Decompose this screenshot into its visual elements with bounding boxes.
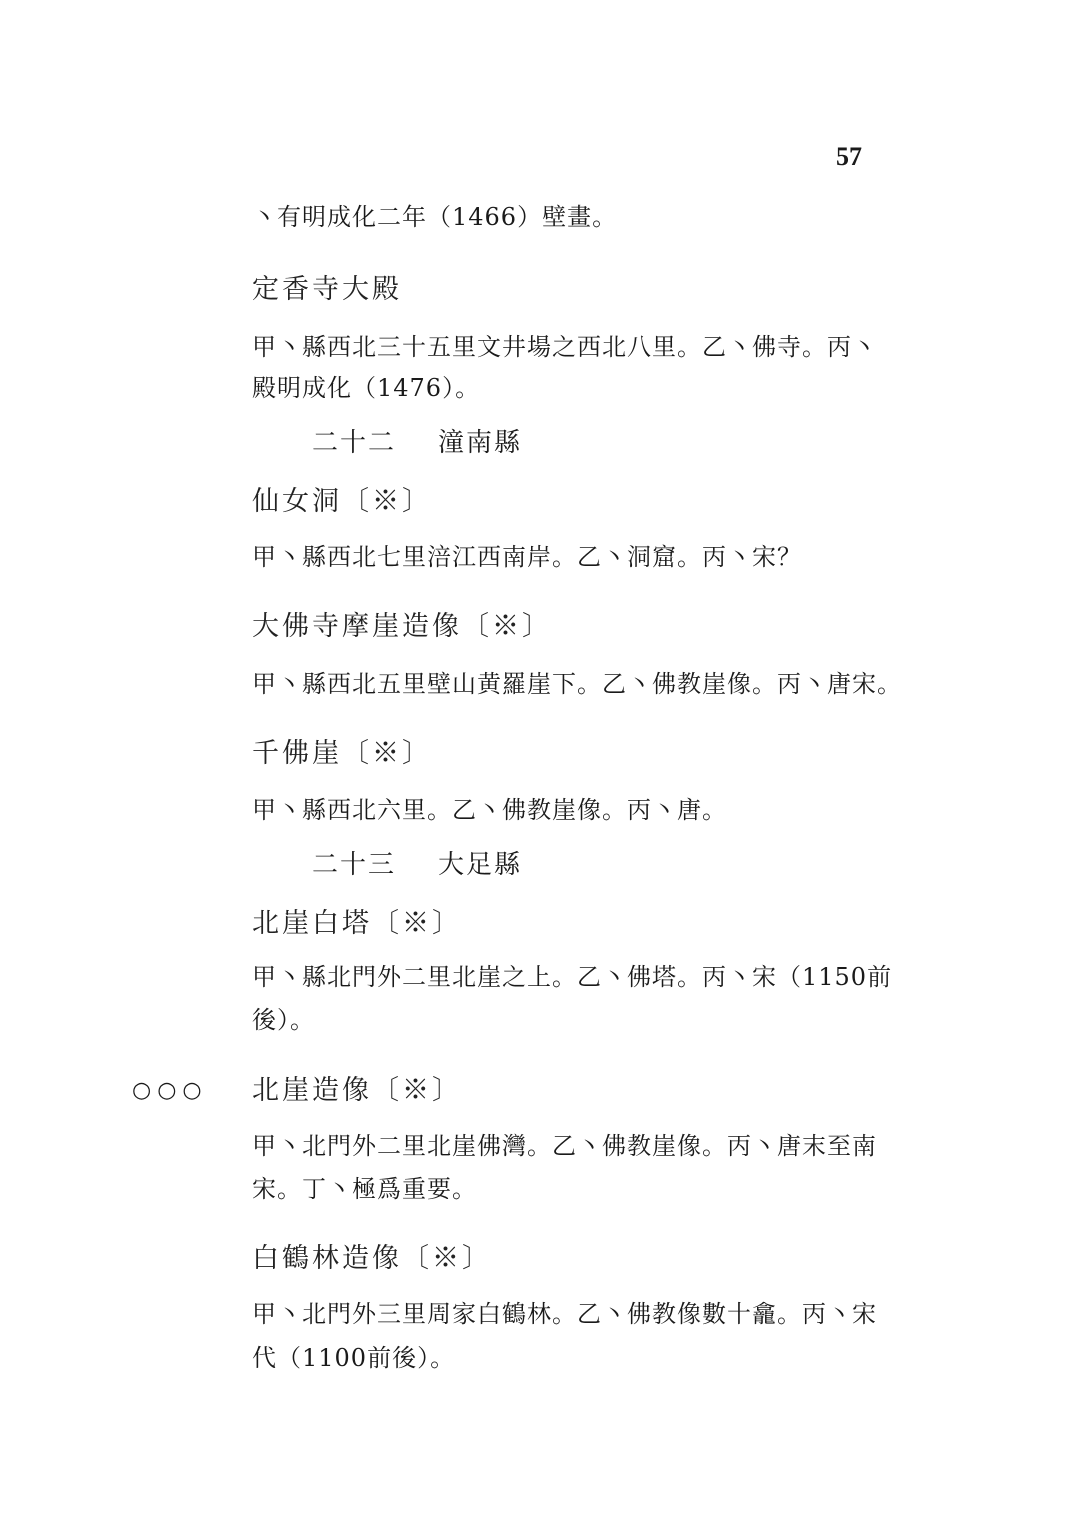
section-name: 潼南縣: [438, 428, 523, 458]
entry-body-line: 後）。: [252, 1006, 315, 1034]
entry-body-line: 宋。丁丶極爲重要。: [252, 1175, 477, 1203]
entry-body-line: 甲丶縣西北三十五里文井場之西北八里。乙丶佛寺。丙丶: [252, 333, 877, 361]
entry-body-line: 甲丶縣西北六里。乙丶佛教崖像。丙丶唐。: [252, 796, 727, 824]
entry-body-line: 代（1100前後）。: [252, 1344, 456, 1372]
entry-body-line: 甲丶縣西北五里壁山黄羅崖下。乙丶佛教崖像。丙丶唐宋。: [252, 670, 902, 698]
entry-title-dafo-temple: 大佛寺摩崖造像〔※〕: [252, 611, 552, 642]
continuation-line: 丶有明成化二年（1466）壁畫。: [252, 203, 618, 231]
entry-title-baihelin-carvings: 白鶴林造像〔※〕: [252, 1243, 492, 1274]
entry-body-line: 殿明成化（1476）。: [252, 374, 481, 402]
entry-title-dingxiang-temple: 定香寺大殿: [252, 274, 402, 305]
section-number: 二十三: [312, 850, 397, 880]
page-number: 57: [836, 142, 862, 171]
importance-marks: ○○○: [132, 1078, 208, 1103]
entry-body-line: 甲丶縣北門外二里北崖之上。乙丶佛塔。丙丶宋（1150前: [252, 963, 893, 991]
entry-title-xiannu-cave: 仙女洞〔※〕: [252, 486, 432, 517]
entry-body-line: 甲丶北門外三里周家白鶴林。乙丶佛教像數十龕。丙丶宋: [252, 1300, 877, 1328]
entry-body-line: 甲丶縣西北七里涪江西南岸。乙丶洞窟。丙丶宋？: [252, 543, 802, 571]
entry-body-line: 甲丶北門外二里北崖佛灣。乙丶佛教崖像。丙丶唐末至南: [252, 1132, 877, 1160]
entry-title-beiya-white-pagoda: 北崖白塔〔※〕: [252, 908, 462, 939]
section-name: 大足縣: [438, 850, 523, 880]
section-heading-dazu: [312, 852, 522, 878]
section-heading-tongnan: [312, 430, 522, 456]
entry-title-qianfo-cliff: 千佛崖〔※〕: [252, 738, 432, 769]
section-number: 二十二: [312, 428, 397, 458]
entry-title-beiya-carvings: 北崖造像〔※〕: [252, 1075, 462, 1106]
